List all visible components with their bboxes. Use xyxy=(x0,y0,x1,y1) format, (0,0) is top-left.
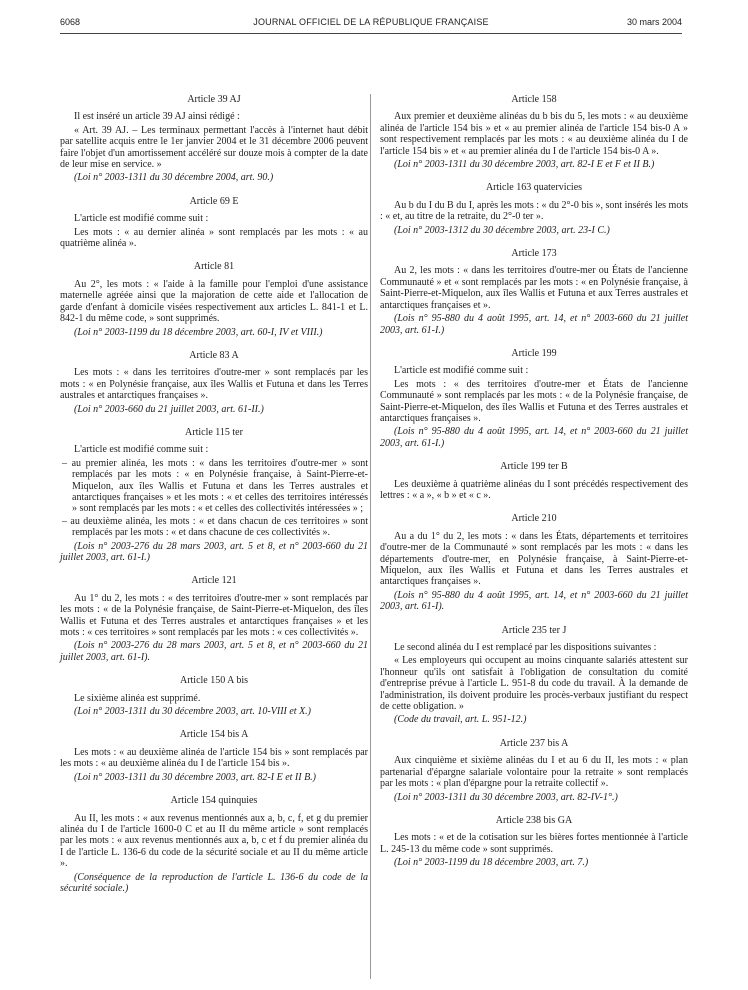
article-section xyxy=(60,427,368,563)
article-paragraph: Aux premier et deuxième alinéas du b bis du 5, les mots : « au deuxième alinéa de l'article 154 bis » et « au premier alinéa de l'article 154 bis-0 A » sont respectivement remplacés par les mots : « au deuxième alinéa du I de l'article 154 bis » et « au premier alinéa du I de l'article 154 bis-0 A ». xyxy=(380,111,688,157)
article-section xyxy=(380,182,688,236)
article-title: Article 83 A xyxy=(189,349,239,361)
article-title: Article 154 quinquies xyxy=(170,795,258,807)
article-paragraph: Au b du I du B du I, après les mots : « du 2°-0 bis », sont insérés les mots : « et, au titre de la retraite, du 2°-0 ter ». xyxy=(380,199,688,223)
article-section xyxy=(60,350,368,415)
article-section xyxy=(380,461,688,501)
legal-reference: (Loi n° 2003-1199 du 18 décembre 2003, art. 60-I, IV et VIII.) xyxy=(74,326,323,338)
article-paragraph: Le sixième alinéa est supprimé. xyxy=(74,692,201,704)
page-number: 6068 xyxy=(60,17,81,27)
article-title: Article 81 xyxy=(193,261,235,273)
article-paragraph: Les mots : « et de la cotisation sur les bières fortes mentionnée à l'article L. 245-13 du même code » sont supprimés. xyxy=(380,832,688,855)
column-divider xyxy=(370,94,371,979)
article-section xyxy=(60,94,368,184)
legal-reference: (Loi n° 2003-1199 du 18 décembre 2003, art. 7.) xyxy=(394,857,589,869)
legal-reference: (Lois n° 95-880 du 4 août 1995, art. 14, et n° 2003-660 du 21 juillet 2003, art. 61-I.) xyxy=(380,426,688,449)
article-paragraph: Au II, les mots : « aux revenus mentionnés aux a, b, c, f, et g du premier alinéa du I de l'article 1600-0 C et au II du même article » sont remplacés par les mots : « aux revenus mentionnés aux a, b, c et f du premier alinéa du I de l'article L. 136-6 du code de la sécurité sociale et au II du même article ». xyxy=(60,812,368,870)
article-section xyxy=(60,675,368,717)
article-title: Article 173 xyxy=(511,248,557,260)
article-title: Article 199 xyxy=(511,347,557,359)
article-section xyxy=(60,795,368,894)
article-paragraph: « Art. 39 AJ. – Les terminaux permettant l'accès à l'internet haut débit par satellite acquis entre le 1er janvier 2004 et le 31 décembre 2006 peuvent faire l'objet d'un amortissement accéléré sur douze mois à compter de la date de leur mise en service. » xyxy=(60,124,368,171)
consequence-note: (Conséquence de la reproduction de l'article L. 136-6 du code de la sécurité sociale.) xyxy=(60,871,368,894)
article-paragraph: Les mots : « dans les territoires d'outre-mer » sont remplacés par les mots : « en Polynésie française, aux îles Wallis et Futuna et dans les Terres australes et antarctiques françaises ». xyxy=(60,367,368,402)
legal-reference: (Loi n° 2003-1312 du 30 décembre 2003, art. 23-I C.) xyxy=(394,224,610,236)
article-section xyxy=(380,815,688,869)
article-title: Article 39 AJ xyxy=(187,94,241,105)
article-title: Article 150 A bis xyxy=(179,675,249,687)
article-paragraph: Au a du 1° du 2, les mots : « dans les États, départements et territoires d'outre-mer de la Communauté » sont remplacés par les mots : « dans les départements d'outre-mer, en Polynésie française, à Saint-Pierre-et-Miquelon, aux îles Wallis et Futuna et dans les Terres australes et antarctiques françaises ». xyxy=(380,530,688,588)
article-section xyxy=(60,196,368,250)
article-paragraph: Au 2, les mots : « dans les territoires d'outre-mer ou États de l'ancienne Communauté » et « sont remplacés par les mots : « en Polynésie française, à Saint-Pierre-et-Miquelon, aux îles Wallis et Futuna et aux Terres australes et antarctiques françaises et ». xyxy=(380,265,688,311)
article-paragraph: Les mots : « des territoires d'outre-mer et États de l'ancienne Communauté » sont remplacés par les mots : « de la Polynésie française, de Saint-Pierre-et-Miquelon, des îles Wallis et Futuna et des Terres australes et antarctiques françaises ». xyxy=(380,378,688,424)
article-section xyxy=(380,513,688,612)
legal-reference: (Loi n° 2003-1311 du 30 décembre 2003, art. 82-I E et F et II B.) xyxy=(394,159,655,171)
article-title: Article 154 bis A xyxy=(179,729,249,741)
article-section xyxy=(60,575,368,663)
article-paragraph: Au 2°, les mots : « l'aide à la famille pour l'emploi d'une assistance maternelle agréée ainsi que la majoration de cette aide et l'allocation de garde d'enfant à domicile visées respectivement aux articles L. 841-1 et L. 842-1 du même code, » sont supprimés. xyxy=(60,278,368,325)
article-paragraph: Le second alinéa du I est remplacé par les dispositions suivantes : xyxy=(394,642,657,654)
article-section xyxy=(380,738,688,803)
article-title: Article 235 ter J xyxy=(501,624,567,636)
article-section xyxy=(380,248,688,336)
article-list-item: – au premier alinéa, les mots : « dans les territoires d'outre-mer » sont remplacés par les mots : « en Polynésie française, à Saint-Pierre-et-Miquelon, aux îles Wallis et Futuna et dans les Terres australes et antarctiques françaises » et les mots : « et celles des territoires intéressés » sont remplacés par les mots : « et celles des collectivités intéressées » ; xyxy=(62,457,368,515)
article-paragraph: Il est inséré un article 39 AJ ainsi rédigé : xyxy=(74,111,240,123)
right-column xyxy=(380,94,688,881)
legal-reference: (Lois n° 2003-276 du 28 mars 2003, art. 5 et 8, et n° 2003-660 du 21 juillet 2003, art. 61-I). xyxy=(60,640,368,663)
article-paragraph: L'article est modifié comme suit : xyxy=(74,213,209,225)
article-paragraph: Au 1° du 2, les mots : « des territoires d'outre-mer » sont remplacés par les mots : « de la Polynésie française, de Saint-Pierre-et-Miquelon, des îles Wallis et Futuna et des Terres australes et antarctiques françaises » et les mots : « ces territoires » sont remplacés par les mots : « ces collectivités ». xyxy=(60,592,368,639)
legal-reference: (Lois n° 2003-276 du 28 mars 2003, art. 5 et 8, et n° 2003-660 du 21 juillet 2003, art. 61-I.) xyxy=(60,540,368,563)
article-paragraph: Les mots : « au dernier alinéa » sont remplacés par les mots : « au quatrième alinéa ». xyxy=(60,226,368,250)
legal-reference: (Code du travail, art. L. 951-12.) xyxy=(394,714,527,726)
article-section xyxy=(380,625,688,726)
issue-date: 30 mars 2004 xyxy=(626,17,682,27)
article-paragraph: Les deuxième à quatrième alinéas du I sont précédés respectivement des lettres : « a », « b » et « c ». xyxy=(380,478,688,501)
page-header xyxy=(60,14,682,30)
journal-title: JOURNAL OFFICIEL DE LA RÉPUBLIQUE FRANÇAISE xyxy=(253,17,489,27)
article-title: Article 163 quatervicies xyxy=(485,182,583,194)
article-title: Article 238 bis GA xyxy=(495,814,573,826)
legal-reference: (Loi n° 2003-660 du 21 juillet 2003, art. 61-II.) xyxy=(74,403,264,415)
article-title: Article 121 xyxy=(191,575,237,587)
article-title: Article 69 E xyxy=(189,195,239,207)
article-list-item: – au deuxième alinéa, les mots : « et dans chacun de ces territoires » sont remplacés par les mots : « et dans chacune de ces collectivités ». xyxy=(62,515,368,539)
article-section xyxy=(380,348,688,449)
left-column xyxy=(60,94,368,906)
article-paragraph: L'article est modifié comme suit : xyxy=(74,444,209,456)
article-paragraph: L'article est modifié comme suit : xyxy=(394,365,529,377)
article-title: Article 199 ter B xyxy=(500,461,568,473)
legal-reference: (Loi n° 2003-1311 du 30 décembre 2003, art. 82-IV-1°.) xyxy=(394,791,618,803)
legal-reference: (Loi n° 2003-1311 du 30 décembre 2003, art. 82-I E et II B.) xyxy=(74,771,317,783)
article-title: Article 210 xyxy=(511,513,557,525)
article-section xyxy=(60,261,368,337)
header-rule xyxy=(60,33,682,34)
article-paragraph: Les mots : « au deuxième alinéa de l'article 154 bis » sont remplacés par les mots : « au deuxième alinéa du I de l'article 154 bis ». xyxy=(60,746,368,770)
legal-reference: (Loi n° 2003-1311 du 30 décembre 2004, art. 90.) xyxy=(74,172,274,184)
article-title: Article 115 ter xyxy=(185,426,243,438)
article-section xyxy=(60,729,368,783)
article-title: Article 158 xyxy=(511,94,557,105)
article-title: Article 237 bis A xyxy=(499,737,569,749)
article-paragraph: Aux cinquième et sixième alinéas du I et au 6 du II, les mots : « plan partenarial d'épargne salariale volontaire pour la retraite » sont remplacés par les mots : « plan d'épargne pour la retraite collectif ». xyxy=(380,755,688,790)
legal-reference: (Lois n° 95-880 du 4 août 1995, art. 14, et n° 2003-660 du 21 juillet 2003, art. 61-I.) xyxy=(380,313,688,336)
article-paragraph: « Les employeurs qui occupent au moins cinquante salariés attestent sur l'honneur qu'ils ont satisfait à l'obligation de consultation du comité d'entreprise prévue à l'article L. 951-8 du code du travail. À la demande de l'administration, ils doivent produire les procès-verbaux justifiant du respect de cette obligation. » xyxy=(380,655,688,713)
legal-reference: (Lois n° 95-880 du 4 août 1995, art. 14, et n° 2003-660 du 21 juillet 2003, art. 61-I). xyxy=(380,589,688,613)
article-section xyxy=(380,94,688,170)
legal-reference: (Loi n° 2003-1311 du 30 décembre 2003, art. 10-VIII et X.) xyxy=(74,706,312,718)
